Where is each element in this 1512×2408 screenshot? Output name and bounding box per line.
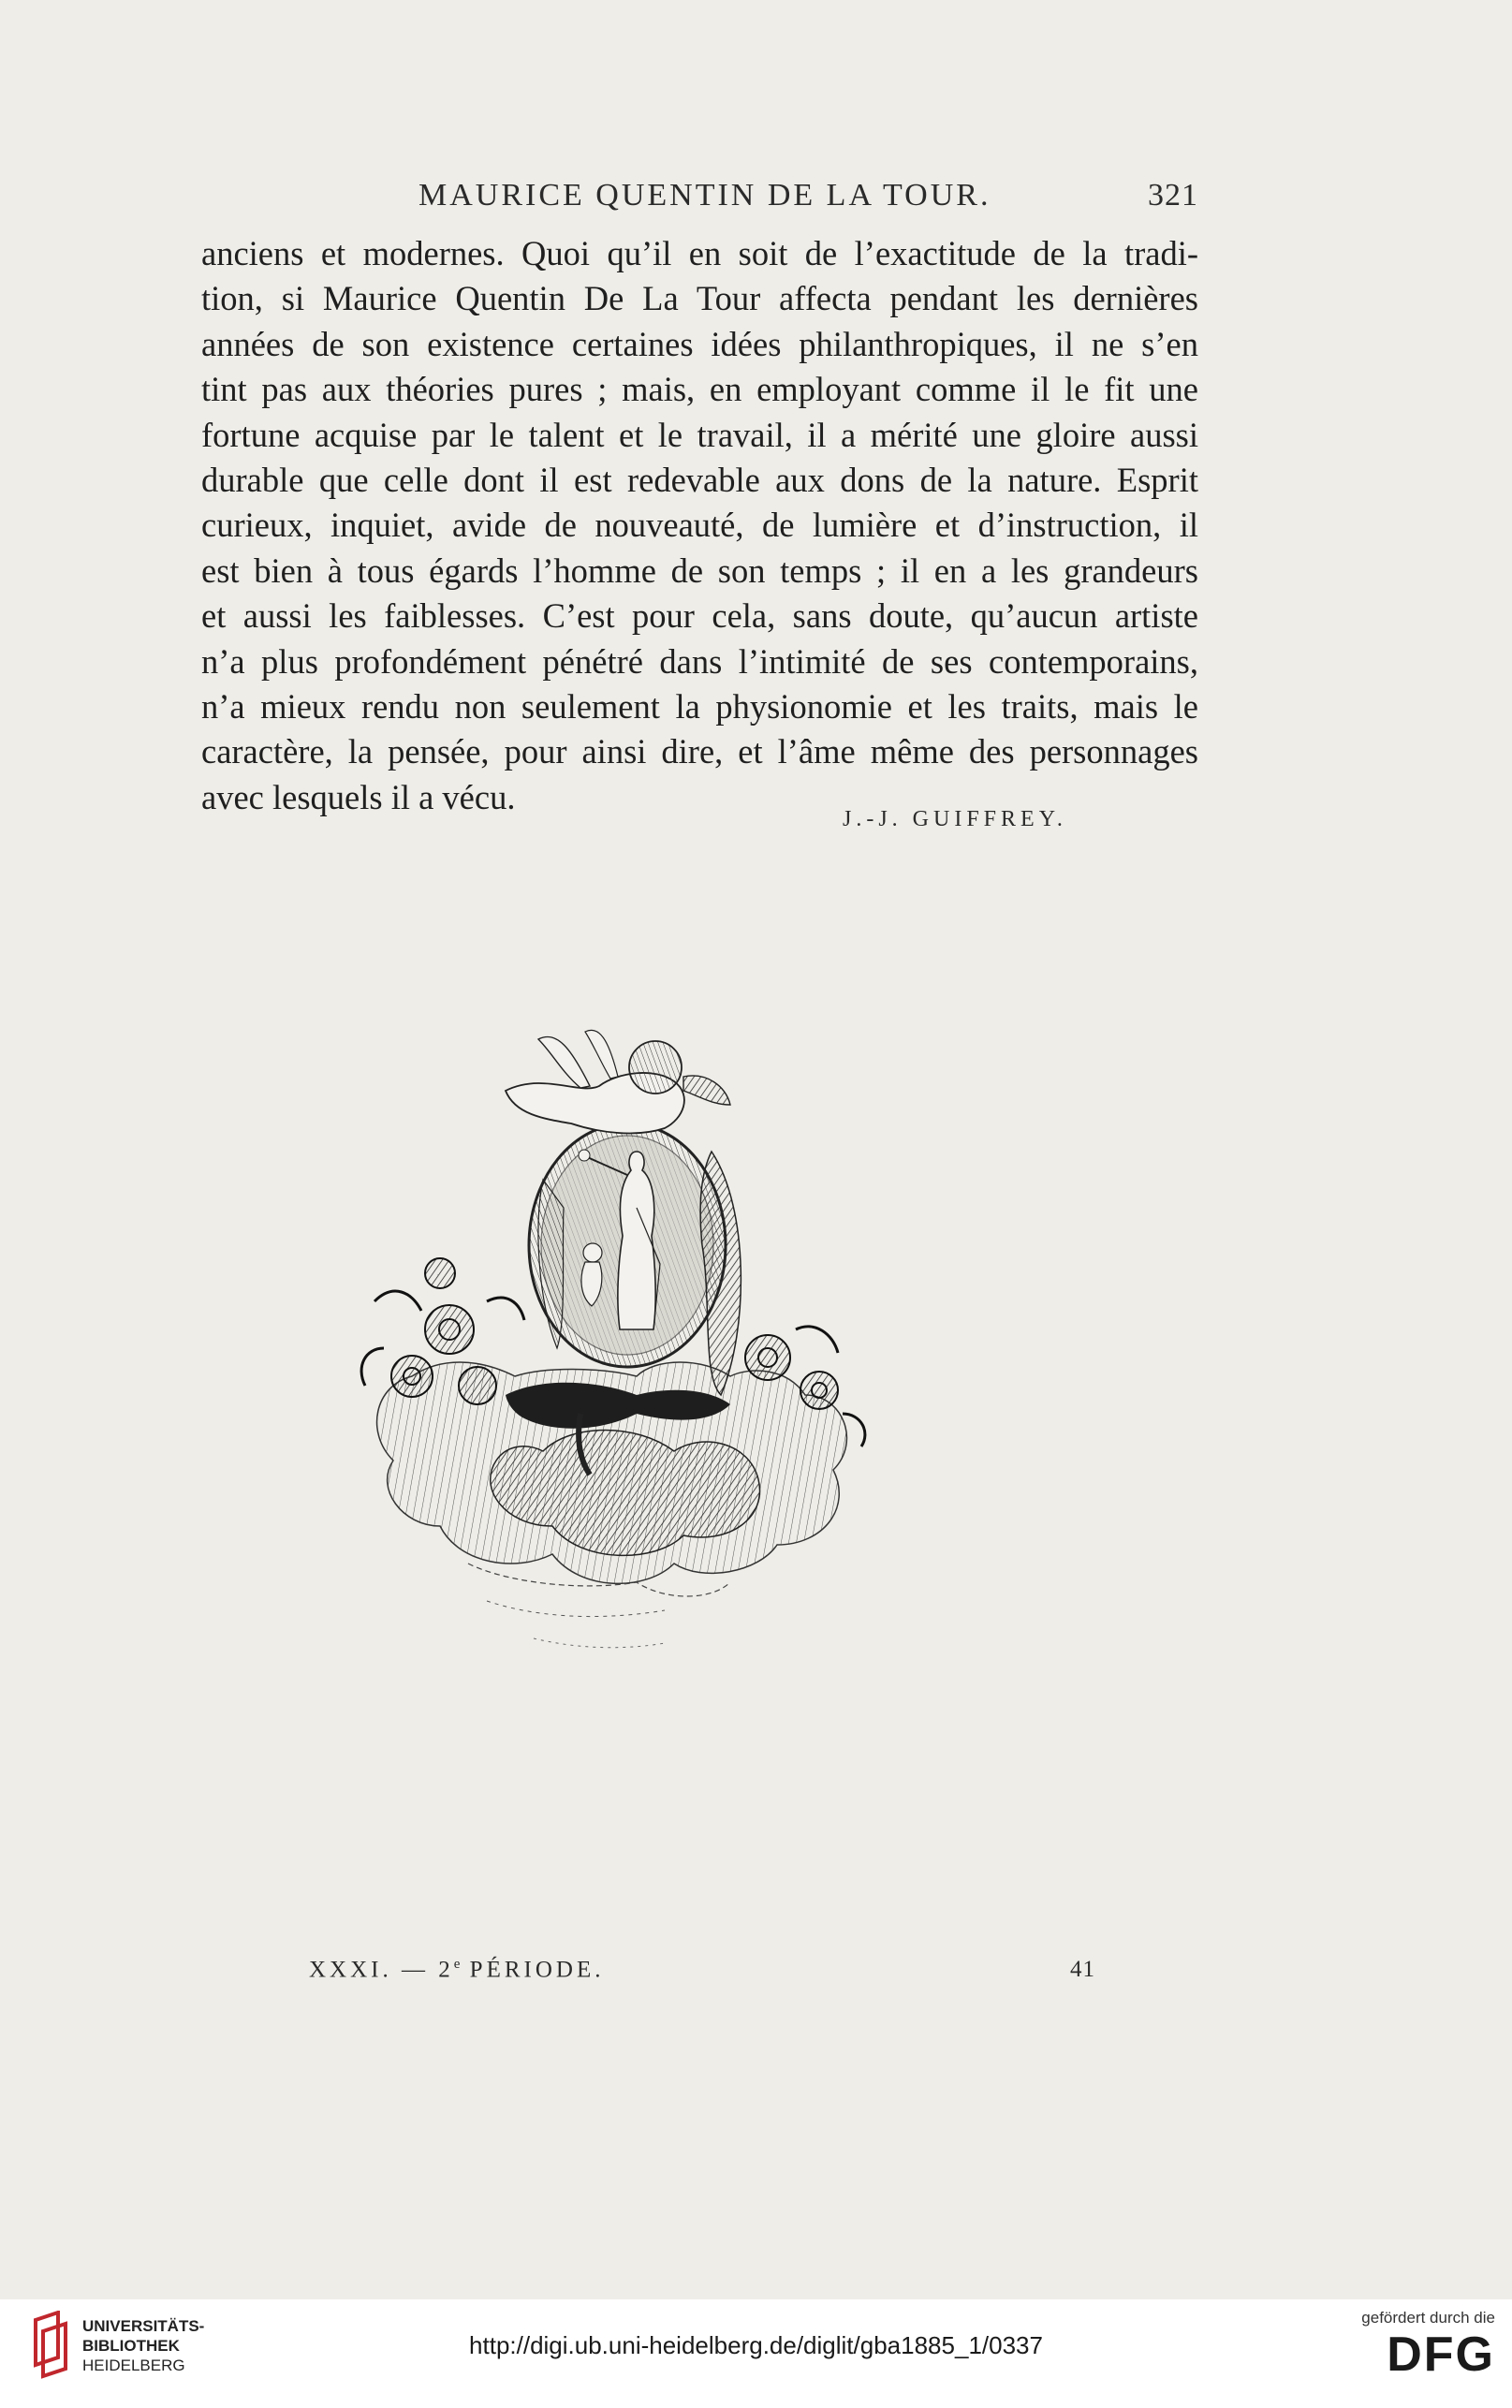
text-line: avec lesquels il a vécu.: [201, 777, 516, 816]
dfg-wordmark: DFG: [1387, 2327, 1495, 2382]
text-line: caractère, la pensée, pour ainsi dire, et l’âme même des personnages: [201, 732, 1198, 771]
running-head-title: MAURICE QUENTIN DE LA TOUR.: [418, 178, 991, 213]
sheet-number: 41: [1070, 1957, 1095, 1982]
text-line: et aussi les faiblesses. C’est pour cela, sans doute, qu’aucun artiste: [201, 596, 1198, 636]
text-line: curieux, inquiet, avide de nouveauté, de lumière et d’instruction, il: [201, 506, 1198, 545]
volume-label: XXXI. — 2e PÉRIODE.: [309, 1957, 605, 1983]
engraved-vignette: [356, 1020, 880, 1732]
text-line: années de son existence certaines idées philanthropiques, il ne s’en: [201, 324, 1198, 363]
page-number: 321: [1148, 178, 1198, 213]
text-line: tint pas aux théories pures ; mais, en employant comme il le fit une: [201, 370, 1198, 409]
library-name-line3: HEIDELBERG: [82, 2357, 185, 2374]
text-line: fortune acquise par le talent et le travail, il a mérité une gloire aussi: [201, 415, 1198, 454]
text-line: n’a mieux rendu non seulement la physionomie et les traits, mais le: [201, 686, 1198, 726]
text-line: anciens et modernes. Quoi qu’il en soit de l’exactitude de la tradi-: [201, 234, 1198, 272]
text-line: n’a plus profondément pénétré dans l’intimité de ses contemporains,: [201, 641, 1198, 681]
author-signature: J.-J. GUIFFREY.: [843, 807, 1067, 831]
funded-by-label: gefördert durch die: [1361, 2309, 1495, 2327]
text-line: durable que celle dont il est redevable aux dons de la nature. Esprit: [201, 460, 1198, 499]
body-text: [201, 231, 1198, 820]
library-name-line2: BIBLIOTHEK: [82, 2337, 180, 2355]
text-line: est bien à tous égards l’homme de son temps ; il en a les grandeurs: [201, 551, 1198, 590]
permalink-url[interactable]: http://digi.ub.uni-heidelberg.de/diglit/gba1885_1/0337: [469, 2331, 1043, 2359]
text-line: tion, si Maurice Quentin De La Tour affecta pendant les dernières: [201, 279, 1198, 318]
dfg-logo[interactable]: [1336, 2309, 1495, 2382]
library-name-line1: UNIVERSITÄTS-: [82, 2317, 205, 2335]
